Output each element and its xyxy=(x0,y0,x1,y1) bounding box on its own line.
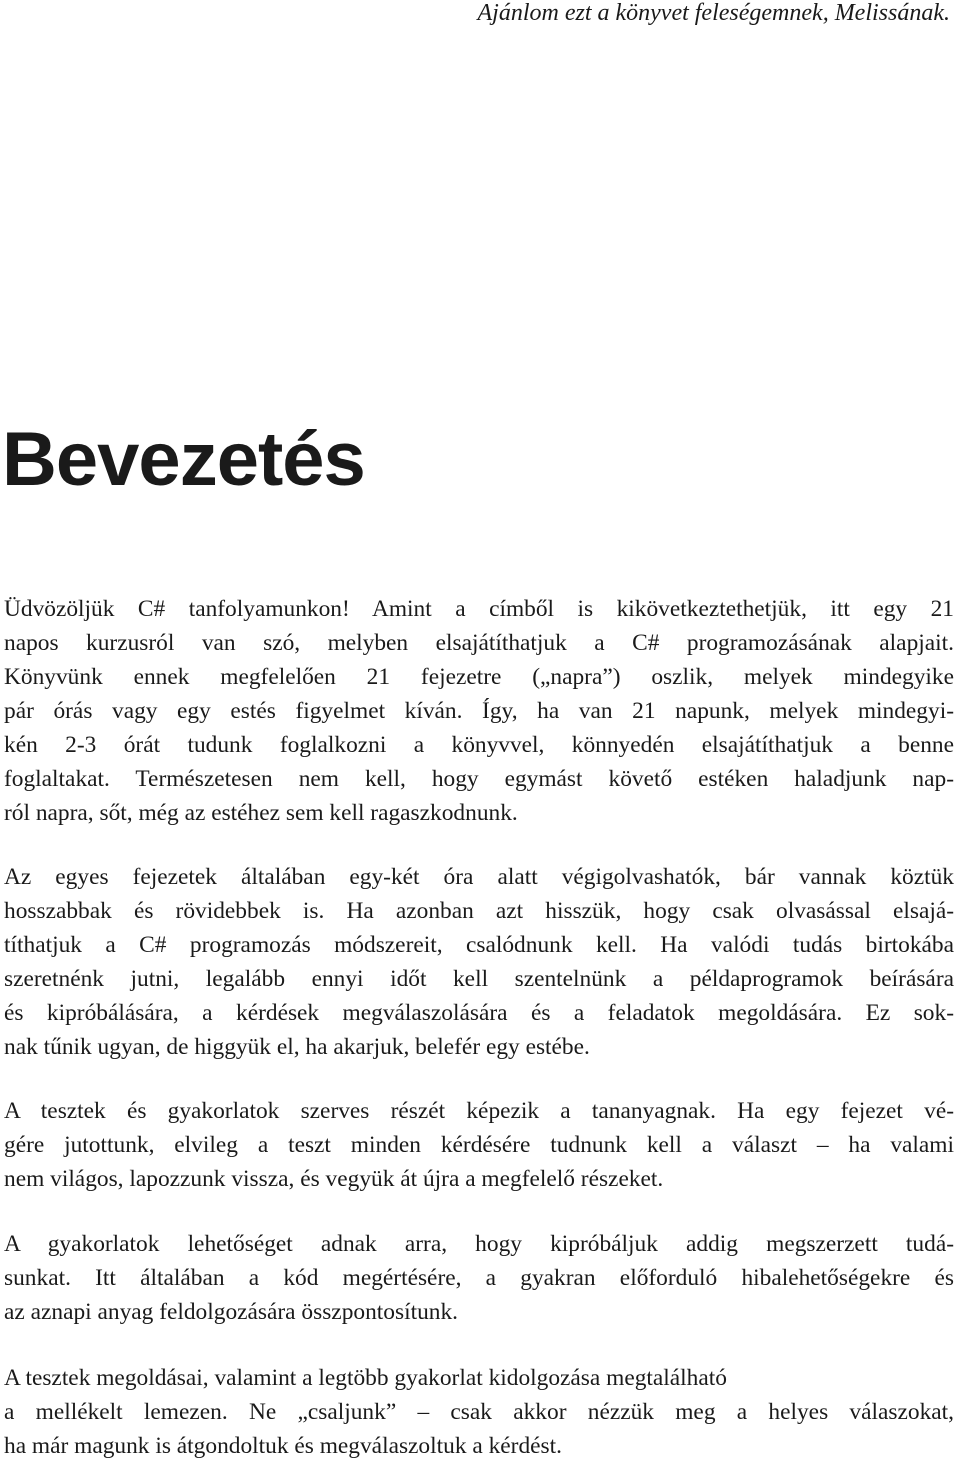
paragraph-solutions xyxy=(4,1361,954,1463)
paragraph-chapters xyxy=(4,860,954,1064)
paragraph-line: Az egyes fejezetek általában egy-két óra alatt végigolvashatók, bár vannak köztük xyxy=(4,864,954,890)
paragraph-line: A tesztek megoldásai, valamint a legtöbb gyakorlat kidolgozása megtalálható xyxy=(4,1365,727,1391)
chapter-title: Bevezetés xyxy=(2,417,365,502)
dedication: Ajánlom ezt a könyvet feleségemnek, Melissának. xyxy=(477,0,950,26)
paragraph-line: nak tűnik ugyan, de higgyük el, ha akarjuk, belefér egy estébe. xyxy=(4,1034,590,1060)
paragraph-line: hosszabbak és rövidebbek is. Ha azonban azt hisszük, hogy csak olvasással elsajá- xyxy=(4,898,954,924)
paragraph-line: títhatjuk a C# programozás módszereit, csalódnunk kell. Ha valódi tudás birtokába xyxy=(4,932,954,958)
paragraph-line: A gyakorlatok lehetőséget adnak arra, hogy kipróbáljuk addig megszerzett tudá- xyxy=(4,1231,954,1257)
paragraph-line: kén 2-3 órát tudunk foglalkozni a könyvvel, könnyedén elsajátíthatjuk a benne xyxy=(4,732,954,758)
paragraph-line: gére jutottunk, elvileg a teszt minden kérdésére tudnunk kell a választ – ha valami xyxy=(4,1132,954,1158)
paragraph-welcome xyxy=(4,592,954,830)
paragraph-line: ha már magunk is átgondoltuk és megválaszoltuk a kérdést. xyxy=(4,1433,562,1459)
paragraph-line: szeretnénk jutni, legalább ennyi időt kell szentelnünk a példaprogramok beírására xyxy=(4,966,954,992)
paragraph-line: ról napra, sőt, még az estéhez sem kell ragaszkodnunk. xyxy=(4,800,518,826)
paragraph-tests xyxy=(4,1094,954,1196)
paragraph-line: és kipróbálására, a kérdések megválaszolására és a feladatok megoldására. Ez sok- xyxy=(4,1000,954,1026)
paragraph-line: Üdvözöljük C# tanfolyamunkon! Amint a címből is kikövetkeztethetjük, itt egy 21 xyxy=(4,596,954,622)
paragraph-line: a mellékelt lemezen. Ne „csaljunk” – csak akkor nézzük meg a helyes válaszokat, xyxy=(4,1399,954,1425)
paragraph-line: nem világos, lapozzunk vissza, és vegyük át újra a megfelelő részeket. xyxy=(4,1166,664,1192)
paragraph-line: foglaltakat. Természetesen nem kell, hogy egymást követő estéken haladjunk nap- xyxy=(4,766,954,792)
paragraph-exercises xyxy=(4,1227,954,1329)
paragraph-line: Könyvünk ennek megfelelően 21 fejezetre („napra”) oszlik, melyek mindegyike xyxy=(4,664,954,690)
paragraph-line: A tesztek és gyakorlatok szerves részét képezik a tananyagnak. Ha egy fejezet vé- xyxy=(4,1098,954,1124)
paragraph-line: napos kurzusról van szó, melyben elsajátíthatjuk a C# programozásának alapjait. xyxy=(4,630,954,656)
paragraph-line: az aznapi anyag feldolgozására összpontosítunk. xyxy=(4,1299,459,1325)
paragraph-line: pár órás vagy egy estés figyelmet kíván. Így, ha van 21 napunk, melyek mindegyi- xyxy=(4,698,954,724)
paragraph-line: sunkat. Itt általában a kód megértésére, a gyakran előforduló hibalehetőségekre és xyxy=(4,1265,954,1291)
